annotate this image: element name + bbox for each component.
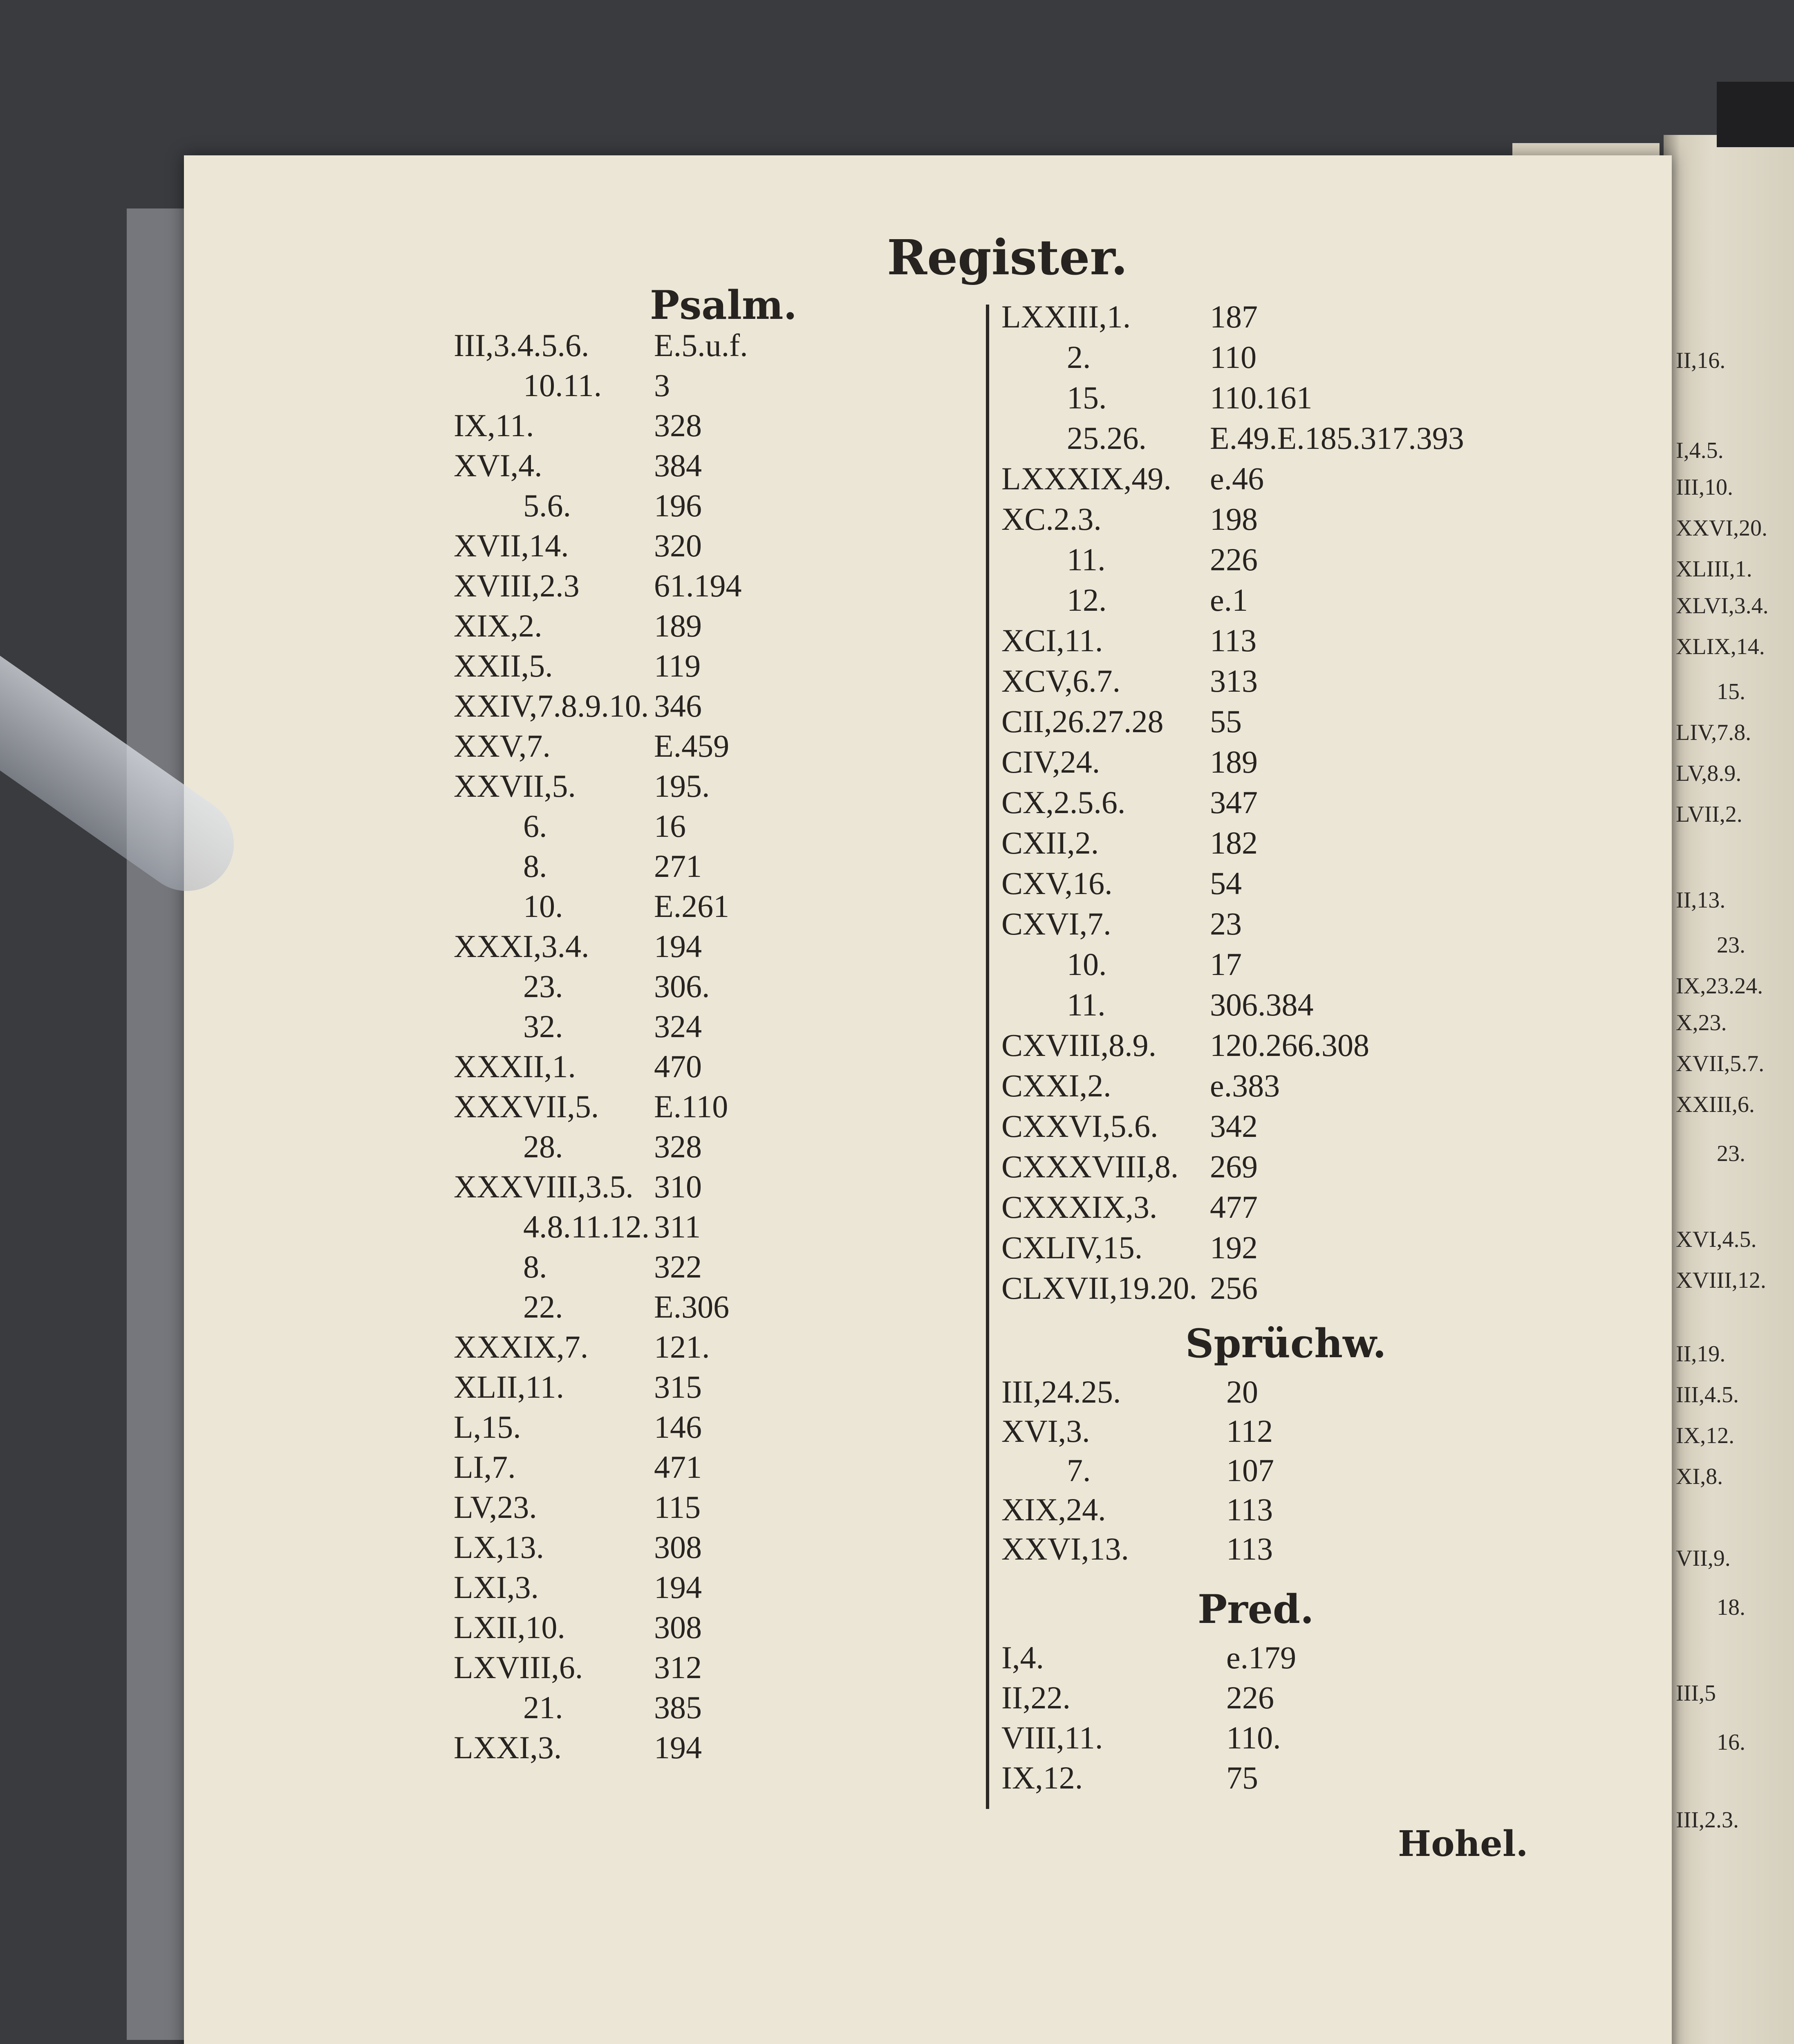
entry-page: E.261 (654, 888, 730, 924)
entry-page: 470 (654, 1049, 702, 1084)
margin-reference: LV,8.9. (1676, 761, 1742, 786)
section-heading-pred: Pred. (1198, 1586, 1314, 1632)
entry-page: 110 (1210, 339, 1257, 375)
entry-reference: 32. (523, 1009, 563, 1044)
entry-page: 194 (654, 1569, 702, 1605)
entry-reference: XVI,4. (454, 448, 542, 483)
margin-reference: III,2.3. (1676, 1807, 1739, 1833)
entry-reference: IX,11. (454, 408, 534, 443)
entry-page: 308 (654, 1609, 702, 1645)
margin-reference: XI,8. (1676, 1464, 1723, 1489)
entry-page: 195. (654, 768, 710, 804)
entry-reference: 12. (1067, 582, 1107, 618)
entry-reference: 2. (1067, 339, 1091, 375)
entry-page: 192 (1210, 1230, 1258, 1265)
entry-reference: CXXXIX,3. (1001, 1189, 1158, 1225)
margin-reference: XLIII,1. (1676, 556, 1752, 582)
entry-page: 328 (654, 408, 702, 443)
entry-reference: CX,2.5.6. (1001, 784, 1126, 820)
entry-reference: LXVIII,6. (454, 1650, 583, 1685)
entry-page: 120.266.308 (1210, 1027, 1369, 1063)
entry-reference: XXXIX,7. (454, 1329, 589, 1365)
entry-reference: CXXXVIII,8. (1001, 1149, 1179, 1184)
book-cover-corner (1717, 82, 1794, 147)
entry-reference: 6. (523, 808, 547, 844)
entry-reference: CXVIII,8.9. (1001, 1027, 1157, 1063)
entry-page: 471 (654, 1449, 702, 1485)
entry-page: 16 (654, 808, 686, 844)
entry-reference: 15. (1067, 380, 1107, 415)
entry-reference: CXII,2. (1001, 825, 1099, 861)
entry-page: 477 (1210, 1189, 1258, 1225)
entry-reference: 10. (1067, 946, 1107, 982)
entry-reference: XVI,3. (1001, 1413, 1090, 1449)
entry-reference: 21. (523, 1690, 563, 1725)
margin-reference: II,19. (1676, 1341, 1726, 1367)
column-rule (986, 305, 989, 1809)
entry-page: e.179 (1226, 1640, 1297, 1675)
margin-reference: 16. (1717, 1730, 1745, 1755)
entry-reference: XC.2.3. (1001, 501, 1102, 537)
entry-page: 3 (654, 368, 670, 403)
margin-reference: LVII,2. (1676, 802, 1742, 827)
entry-page: 310 (654, 1169, 702, 1204)
entry-reference: LXXI,3. (454, 1730, 562, 1765)
entry-page: 306. (654, 968, 710, 1004)
entry-reference: XCI,11. (1001, 623, 1103, 658)
entry-reference: 8. (523, 848, 547, 884)
entry-page: 347 (1210, 784, 1258, 820)
entry-page: 189 (654, 608, 702, 643)
entry-reference: XLII,11. (454, 1369, 564, 1405)
entry-page: 112 (1226, 1413, 1273, 1449)
entry-page: 107 (1226, 1452, 1274, 1488)
entry-reference: LXXIII,1. (1001, 299, 1131, 334)
margin-reference: XLVI,3.4. (1676, 593, 1769, 619)
entry-page: 384 (654, 448, 702, 483)
entry-reference: XXXVII,5. (454, 1089, 599, 1124)
entry-reference: LX,13. (454, 1529, 544, 1565)
entry-page: E.49.E.185.317.393 (1210, 420, 1464, 456)
entry-page: E.110 (654, 1089, 728, 1124)
entry-reference: CXVI,7. (1001, 906, 1111, 941)
entry-page: 187 (1210, 299, 1258, 334)
entry-reference: CXXI,2. (1001, 1068, 1111, 1103)
entry-reference: 10. (523, 888, 563, 924)
margin-reference: LIV,7.8. (1676, 720, 1751, 745)
entry-page: e.46 (1210, 461, 1264, 496)
margin-reference: 18. (1717, 1595, 1745, 1620)
entry-page: 121. (654, 1329, 710, 1365)
entry-page: 322 (654, 1249, 702, 1284)
entry-reference: 11. (1067, 542, 1106, 577)
entry-reference: 7. (1067, 1452, 1091, 1488)
entry-reference: L,15. (454, 1409, 521, 1445)
entry-page: E.5.u.f. (654, 327, 748, 363)
entry-reference: XXII,5. (454, 648, 553, 684)
entry-reference: CXLIV,15. (1001, 1230, 1143, 1265)
entry-page: 256 (1210, 1270, 1258, 1306)
entry-page: 269 (1210, 1149, 1258, 1184)
entry-reference: 8. (523, 1249, 547, 1284)
margin-reference: XVIII,12. (1676, 1268, 1766, 1293)
entry-reference: LXII,10. (454, 1609, 565, 1645)
entry-reference: XIX,2. (454, 608, 542, 643)
entry-page: 194 (654, 928, 702, 964)
entry-page: 194 (654, 1730, 702, 1765)
entry-page: e.383 (1210, 1068, 1280, 1103)
next-page (1664, 135, 1794, 2044)
entry-reference: I,4. (1001, 1640, 1044, 1675)
entry-reference: II,22. (1001, 1680, 1071, 1715)
entry-page: 346 (654, 688, 702, 724)
margin-reference: 23. (1717, 1141, 1745, 1166)
catchword: Hohel. (1398, 1823, 1528, 1865)
entry-reference: 28. (523, 1129, 563, 1164)
entry-page: 110. (1226, 1720, 1281, 1755)
margin-reference: XXIII,6. (1676, 1092, 1755, 1117)
margin-reference: IX,12. (1676, 1423, 1735, 1448)
entry-page: 226 (1226, 1680, 1274, 1715)
entry-reference: 10.11. (523, 368, 602, 403)
entry-page: 113 (1226, 1492, 1273, 1527)
entry-reference: III,24.25. (1001, 1374, 1121, 1410)
entry-reference: 23. (523, 968, 563, 1004)
margin-reference: III,5 (1676, 1681, 1716, 1706)
entry-page: 113 (1226, 1531, 1273, 1567)
entry-page: 75 (1226, 1760, 1258, 1795)
entry-reference: CXV,16. (1001, 865, 1113, 901)
margin-reference: XVI,4.5. (1676, 1227, 1757, 1252)
entry-page: 306.384 (1210, 987, 1314, 1022)
entry-page: 271 (654, 848, 702, 884)
entry-page: 324 (654, 1009, 702, 1044)
entry-reference: VIII,11. (1001, 1720, 1103, 1755)
entry-page: 17 (1210, 946, 1242, 982)
margin-reference: III,4.5. (1676, 1382, 1739, 1407)
entry-reference: XVIII,2.3 (454, 568, 580, 603)
entry-reference: LI,7. (454, 1449, 516, 1485)
margin-reference: 23. (1717, 932, 1745, 958)
entry-page: 312 (654, 1650, 702, 1685)
entry-reference: 4.8.11.12. (523, 1209, 650, 1244)
entry-page: 308 (654, 1529, 702, 1565)
entry-reference: LXI,3. (454, 1569, 539, 1605)
entry-page: 328 (654, 1129, 702, 1164)
entry-reference: III,3.4.5.6. (454, 327, 589, 363)
entry-page: 198 (1210, 501, 1258, 537)
entry-page: 320 (654, 528, 702, 563)
margin-reference: I,4.5. (1676, 438, 1724, 463)
entry-reference: 25.26. (1067, 420, 1147, 456)
entry-reference: IX,12. (1001, 1760, 1083, 1795)
entry-page: 54 (1210, 865, 1242, 901)
entry-reference: 5.6. (523, 488, 571, 523)
entry-reference: 11. (1067, 987, 1106, 1022)
entry-page: 315 (654, 1369, 702, 1405)
margin-reference: 15. (1717, 679, 1745, 704)
section-heading-spruchw: Sprüchw. (1185, 1320, 1386, 1367)
entry-page: 20 (1226, 1374, 1258, 1410)
entry-page: 189 (1210, 744, 1258, 780)
margin-reference: VII,9. (1676, 1546, 1731, 1571)
entry-reference: CLXVII,19.20. (1001, 1270, 1197, 1306)
entry-page: 182 (1210, 825, 1258, 861)
entry-page: 119 (654, 648, 701, 684)
entry-page: 23 (1210, 906, 1242, 941)
entry-reference: LXXXIX,49. (1001, 461, 1171, 496)
margin-reference: XVII,5.7. (1676, 1051, 1765, 1076)
margin-reference: XLIX,14. (1676, 634, 1765, 659)
margin-reference: II,13. (1676, 888, 1726, 913)
entry-page: 196 (654, 488, 702, 523)
page-title: Register. (887, 229, 1128, 286)
margin-reference: X,23. (1676, 1010, 1727, 1035)
entry-reference: XXXVIII,3.5. (454, 1169, 634, 1204)
entry-reference: XXXI,3.4. (454, 928, 589, 964)
entry-reference: XIX,24. (1001, 1492, 1106, 1527)
entry-reference: XXVI,13. (1001, 1531, 1129, 1567)
margin-reference: III,10. (1676, 475, 1733, 500)
entry-reference: CXXVI,5.6. (1001, 1108, 1158, 1144)
entry-page: 226 (1210, 542, 1258, 577)
entry-reference: 22. (523, 1289, 563, 1325)
entry-page: 55 (1210, 704, 1242, 739)
margin-reference: IX,23.24. (1676, 973, 1763, 999)
entry-page: 342 (1210, 1108, 1258, 1144)
section-heading-psalm: Psalm. (650, 282, 797, 328)
entry-page: 313 (1210, 663, 1258, 699)
entry-reference: CII,26.27.28 (1001, 704, 1164, 739)
entry-page: E.459 (654, 728, 730, 764)
entry-page: 115 (654, 1489, 701, 1525)
entry-reference: XXVII,5. (454, 768, 576, 804)
entry-page: 61.194 (654, 568, 742, 603)
entry-page: e.1 (1210, 582, 1248, 618)
entry-page: 110.161 (1210, 380, 1312, 415)
entry-reference: CIV,24. (1001, 744, 1100, 780)
entry-reference: XCV,6.7. (1001, 663, 1121, 699)
entry-page: E.306 (654, 1289, 730, 1325)
entry-reference: XVII,14. (454, 528, 569, 563)
entry-reference: LV,23. (454, 1489, 537, 1525)
entry-reference: XXXII,1. (454, 1049, 576, 1084)
entry-page: 113 (1210, 623, 1257, 658)
entry-page: 385 (654, 1690, 702, 1725)
margin-reference: XXVI,20. (1676, 515, 1767, 541)
entry-reference: XXV,7. (454, 728, 551, 764)
margin-reference: II,16. (1676, 348, 1726, 373)
entry-reference: XXIV,7.8.9.10. (454, 688, 649, 724)
entry-page: 146 (654, 1409, 702, 1445)
entry-page: 311 (654, 1209, 701, 1244)
